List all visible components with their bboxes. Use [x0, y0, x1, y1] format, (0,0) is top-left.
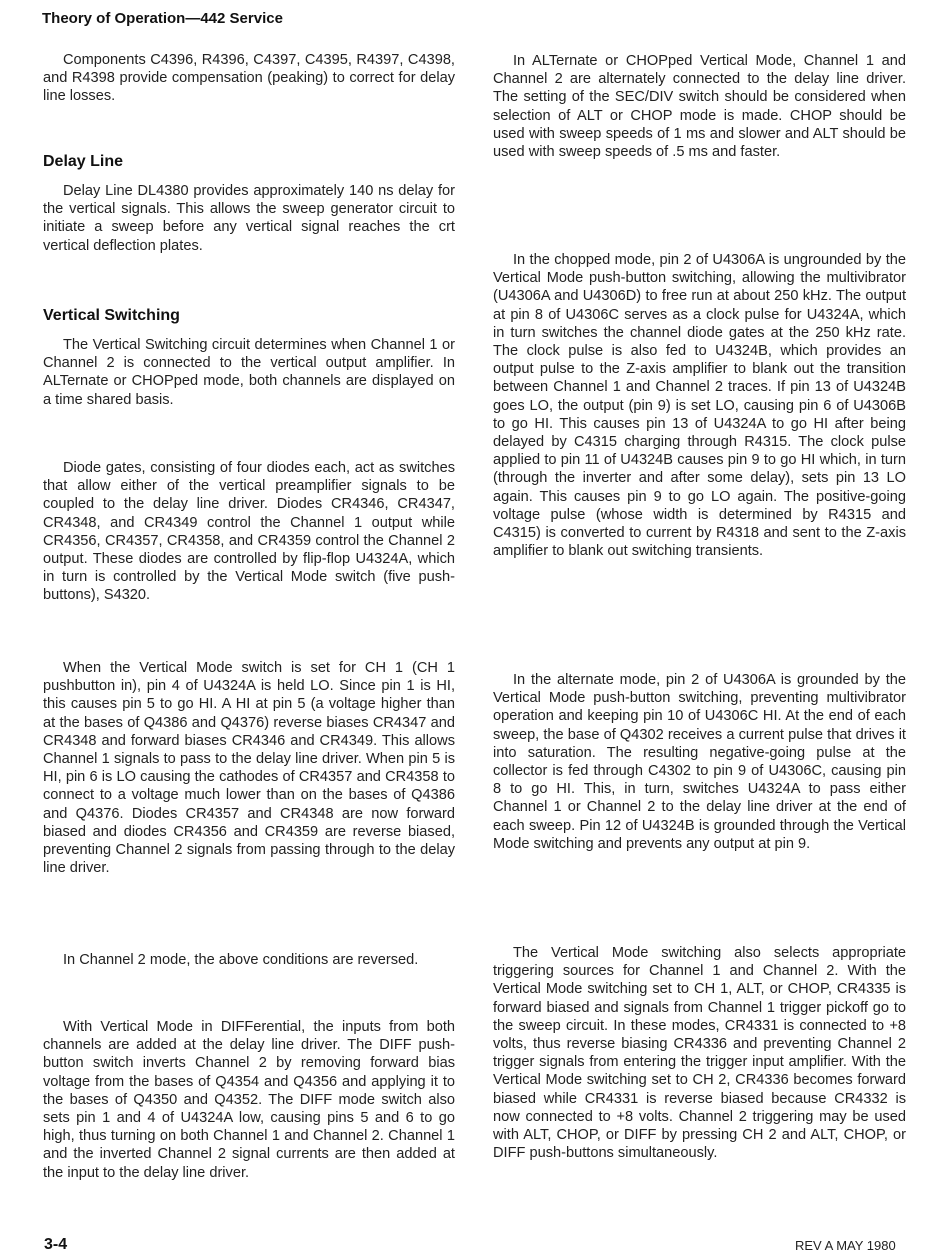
heading-delay-line: Delay Line: [43, 153, 124, 170]
page-number: 3-4: [44, 1236, 68, 1253]
paragraph-chopped-mode: In the chopped mode, pin 2 of U4306A is ungrounded by the Vertical Mode push-button switching, allowing the multivibrator (U4306A and U4306D) to free run at about 250 kHz. The output at pin 8 of U4306C serves as a clock pulse for U4324A, which in turn switches the channel diode gates at the 250 kHz rate. The clock pulse is also fed to U4324B, which provides an output pulse to the Z-axis amplifier to blank out the transition between Channel 1 and Channel 2 traces. If pin 13 of U4324B goes LO, the output (pin 9) is set LO, causing pin 6 of U4306B to go HI. This causes pin 13 of U4324A to go HI after being delayed by C4315 charging through R4315. The clock pulse applied to pin 11 of U4324B causes pin 9 to go HI which, in turn (through the inverter and after some delay), sets pin 13 LO again. This causes pin 9 to go LO again. The positive-going voltage pulse (whose width is determined by R4315 and C4315) is converted to current by R4318 and sent to the Z-axis amplifier to blank out switching transients.: [493, 252, 906, 560]
paragraph-compensation: Components C4396, R4396, C4397, C4395, R4397, C4398, and R4398 provide compensation (peaking) to correct for delay line losses.: [43, 52, 455, 105]
paragraph-alt-chop: In ALTernate or CHOPped Vertical Mode, Channel 1 and Channel 2 are alternately connected to the delay line driver. The setting of the SEC/DIV switch should be considered when selection of ALT or CHOP mode is made. CHOP should be used with sweep speeds of 1 ms and slower and ALT should be used with sweep speeds of .5 ms and faster.: [493, 53, 906, 161]
right-column: [493, 0, 906, 1200]
paragraph-ch2-mode: In Channel 2 mode, the above conditions are reversed.: [63, 952, 419, 968]
paragraph-trigger-sources: The Vertical Mode switching also selects appropriate triggering sources for Channel 1 and Channel 2. With the Vertical Mode switching set to CH 1, ALT, or CHOP, CR4335 is forward biased and signals from Channel 1 trigger pickoff go to the sweep circuit. In these modes, CR4331 is connected to +8 volts, thus reverse biasing CR4336 and preventing Channel 2 trigger signals from entering the trigger input amplifier. With the Vertical Mode switching set to CH 2, CR4336 becomes forward biased while CR4331 is reverse biased because CR4332 is now connected to +8 volts. Channel 2 triggering may be used with ALT, CHOP, or DIFF by pressing CH 2 and ALT, CHOP, or DIFF push-buttons simultaneously.: [493, 945, 906, 1162]
paragraph-ch1-mode: When the Vertical Mode switch is set for CH 1 (CH 1 pushbutton in), pin 4 of U4324A is held LO. Since pin 1 is HI, this causes pin 5 to go HI. A HI at pin 5 (a voltage higher than at the bases of Q4386 and Q4376) reverse biases CR4347 and CR4348 and forward biases CR4346 and CR4349. This allows Channel 1 signals to pass to the delay line driver. When pin 5 is HI, pin 6 is LO causing the cathodes of CR4357 and CR4358 to connect to a voltage much lower than on the bases of Q4386 and Q4376. Diodes CR4357 and CR4348 are now forward biased and diodes CR4356 and CR4359 are reverse biased, preventing Channel 2 signals from passing through to the delay line driver.: [43, 660, 455, 877]
paragraph-alternate-mode: In the alternate mode, pin 2 of U4306A is grounded by the Vertical Mode push-button switching, preventing multivibrator operation and keeping pin 10 of U4306C HI. At the end of each sweep, the base of Q4302 receives a current pulse that drives it into saturation. The resulting negative-going pulse at the collector is fed through C4302 to pin 9 of U4306C, causing pin 8 to go HI. This, in turn, switches U4324A to pass either Channel 1 or Channel 2 to the delay line driver at the end of each sweep. Pin 12 of U4324B is grounded through the Vertical Mode switching and prevents any output at pin 9.: [493, 672, 906, 852]
left-column: [43, 0, 455, 1200]
paragraph-vertical-switching: The Vertical Switching circuit determines when Channel 1 or Channel 2 is connected to the vertical output amplifier. In ALTernate or CHOPped mode, both channels are displayed on a time shared basis.: [43, 337, 455, 408]
revision-label: REV A MAY 1980: [795, 1238, 896, 1253]
running-header: Theory of Operation—442 Service: [42, 10, 283, 27]
paragraph-delay-line: Delay Line DL4380 provides approximately 140 ns delay for the vertical signals. This allows the sweep generator circuit to initiate a sweep before any vertical signal reaches the crt vertical deflection plates.: [43, 183, 455, 254]
paragraph-diode-gates: Diode gates, consisting of four diodes each, act as switches that allow either of the vertical preamplifier signals to be coupled to the delay line driver. Diodes CR4346, CR4347, CR4348, and CR4349 control the Channel 1 output while CR4356, CR4357, CR4358, and CR4359 control the Channel 2 output. These diodes are controlled by flip-flop U4324A, which in turn is controlled by the Vertical Mode switch (five push-buttons), S4320.: [43, 460, 455, 604]
paragraph-differential-mode: With Vertical Mode in DIFFerential, the inputs from both channels are added at the delay line driver. The DIFF push-button switch inverts Channel 2 by removing forward bias voltage from the bases of Q4354 and Q4356 and applying it to the bases of Q4350 and Q4352. The DIFF mode switch also sets pin 1 and 4 of U4324A low, causing pins 5 and 6 to go high, thus turning on both Channel 1 and Channel 2. Channel 1 and the inverted Channel 2 signal currents are then added at the input to the delay line driver.: [43, 1019, 455, 1181]
heading-vertical-switching: Vertical Switching: [43, 307, 180, 324]
